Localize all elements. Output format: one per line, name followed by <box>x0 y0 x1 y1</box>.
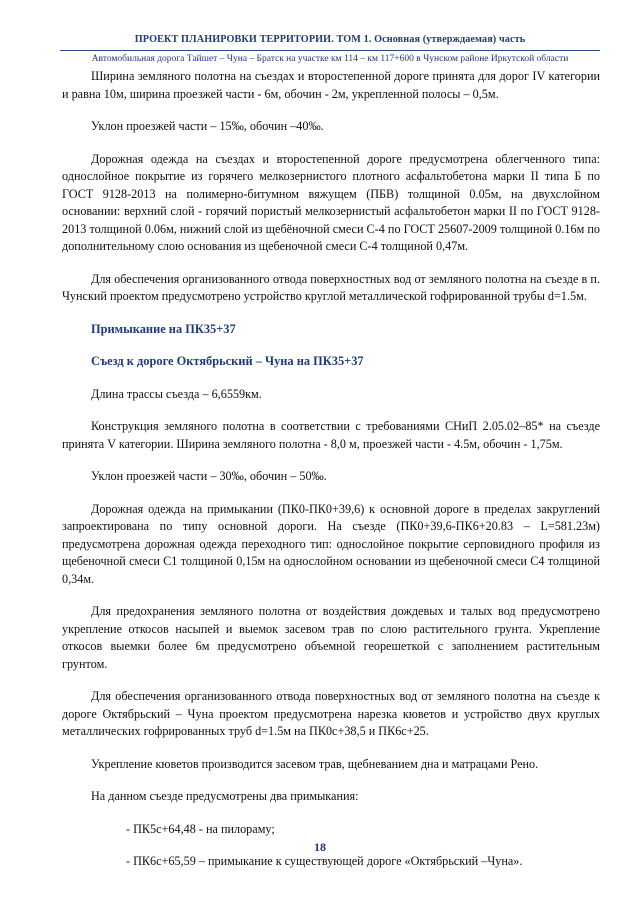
paragraph: Дорожная одежда на примыкании (ПК0-ПК0+39,6) к основной дороге в пределах закруглений запроектирована по типу основной дороги. На съезде (ПК0+39,6-ПК6+20.83 – L=581.23м) предусмотрена дорожная одежда переходного тип: однослойное покрытие серповидного профиля из щебеночной смеси С1 толщиной 0,15м на однослойном основании из щебеночной смеси С4 толщиной 0,34м. <box>62 501 600 586</box>
running-header <box>60 34 600 64</box>
list-item: - ПК5с+64,48 - на пилораму; <box>126 821 275 836</box>
paragraph: Для обеспечения организованного отвода поверхностных вод от земляного полотна на съезде к дороге Октябрьский – Чуна проектом предусмотрена нарезка кюветов и устройство двух круглых металлических гофрированных труб d=1.5м на ПК0с+38,5 и ПК6с+25. <box>62 689 600 738</box>
page-number: 18 <box>314 840 326 854</box>
paragraph: Конструкция земляного полотна в соответствии с требованиями СНиП 2.05.02–85* на съезде принята V категории. Ширина земляного полотна - 8,0 м, проезжей части - 4.5м, обочин - 1,75м. <box>62 419 600 451</box>
section-heading: Примыкание на ПК35+37 <box>91 321 236 336</box>
body-text <box>62 68 600 886</box>
paragraph: Уклон проезжей части – 15‰, обочин –40‰. <box>91 119 324 133</box>
paragraph: Уклон проезжей части – 30‰, обочин – 50‰. <box>91 469 327 483</box>
paragraph: Дорожная одежда на съездах и второстепенной дороге предусмотрена облегченного типа: однослойное покрытие из горячего мелкозернистого плотного асфальтобетона марки II типа Б по ГОСТ 9128-2013 на полимерно-битумном вяжущем (ПБВ) толщиной 0.05м, на двухслойном основании: верхний слой - горячий пористый мелкозернистый асфальтобетон марки II по ГОСТ 9128-2013 толщиной 0.06м, нижний слой из щебёночной смеси С-4 по ГОСТ 25607-2009 толщиной 0.16м по дополнительному слою основания из щебеночной смеси С-4 толщиной 0,47м. <box>62 151 600 253</box>
paragraph: Для обеспечения организованного отвода поверхностных вод от земляного полотна на съезде в п. Чунский проектом предусмотрено устройство круглой металлической гофрированной трубы d=1.5м. <box>62 271 600 303</box>
paragraph: Для предохранения земляного полотна от воздействия дождевых и талых вод предусмотрено укрепление откосов насыпей и выемок засевом трав по слою растительного грунта. Укрепление откосов выемки более 6м предусмотрено объемной георешеткой с заполнением растительным грунтом. <box>62 604 600 671</box>
paragraph: Ширина земляного полотна на съездах и второстепенной дороге принята для дорог IV категории и равна 10м, ширина проезжей части - 6м, обочин - 2м, укрепленной полосы – 0,5м. <box>62 69 600 101</box>
subsection-heading: Съезд к дороге Октябрьский – Чуна на ПК35+37 <box>91 354 364 368</box>
list-item: - ПК6с+65,59 – примыкание к существующей дороге «Октябрьский –Чуна». <box>126 854 523 868</box>
paragraph: На данном съезде предусмотрены два примыкания: <box>91 789 359 803</box>
paragraph: Укрепление кюветов производится засевом трав, щебневанием дна и матрацами Рено. <box>91 756 539 771</box>
header-divider <box>60 50 600 51</box>
header-subtitle: Автомобильная дорога Тайшет – Чуна – Братск на участке км 114 – км 117+600 в Чунском районе Иркутской области <box>91 54 569 64</box>
header-title: ПРОЕКТ ПЛАНИРОВКИ ТЕРРИТОРИИ. ТОМ 1. Основная (утверждаемая) часть <box>134 34 526 45</box>
paragraph: Длина трассы съезда – 6,6559км. <box>91 386 262 401</box>
